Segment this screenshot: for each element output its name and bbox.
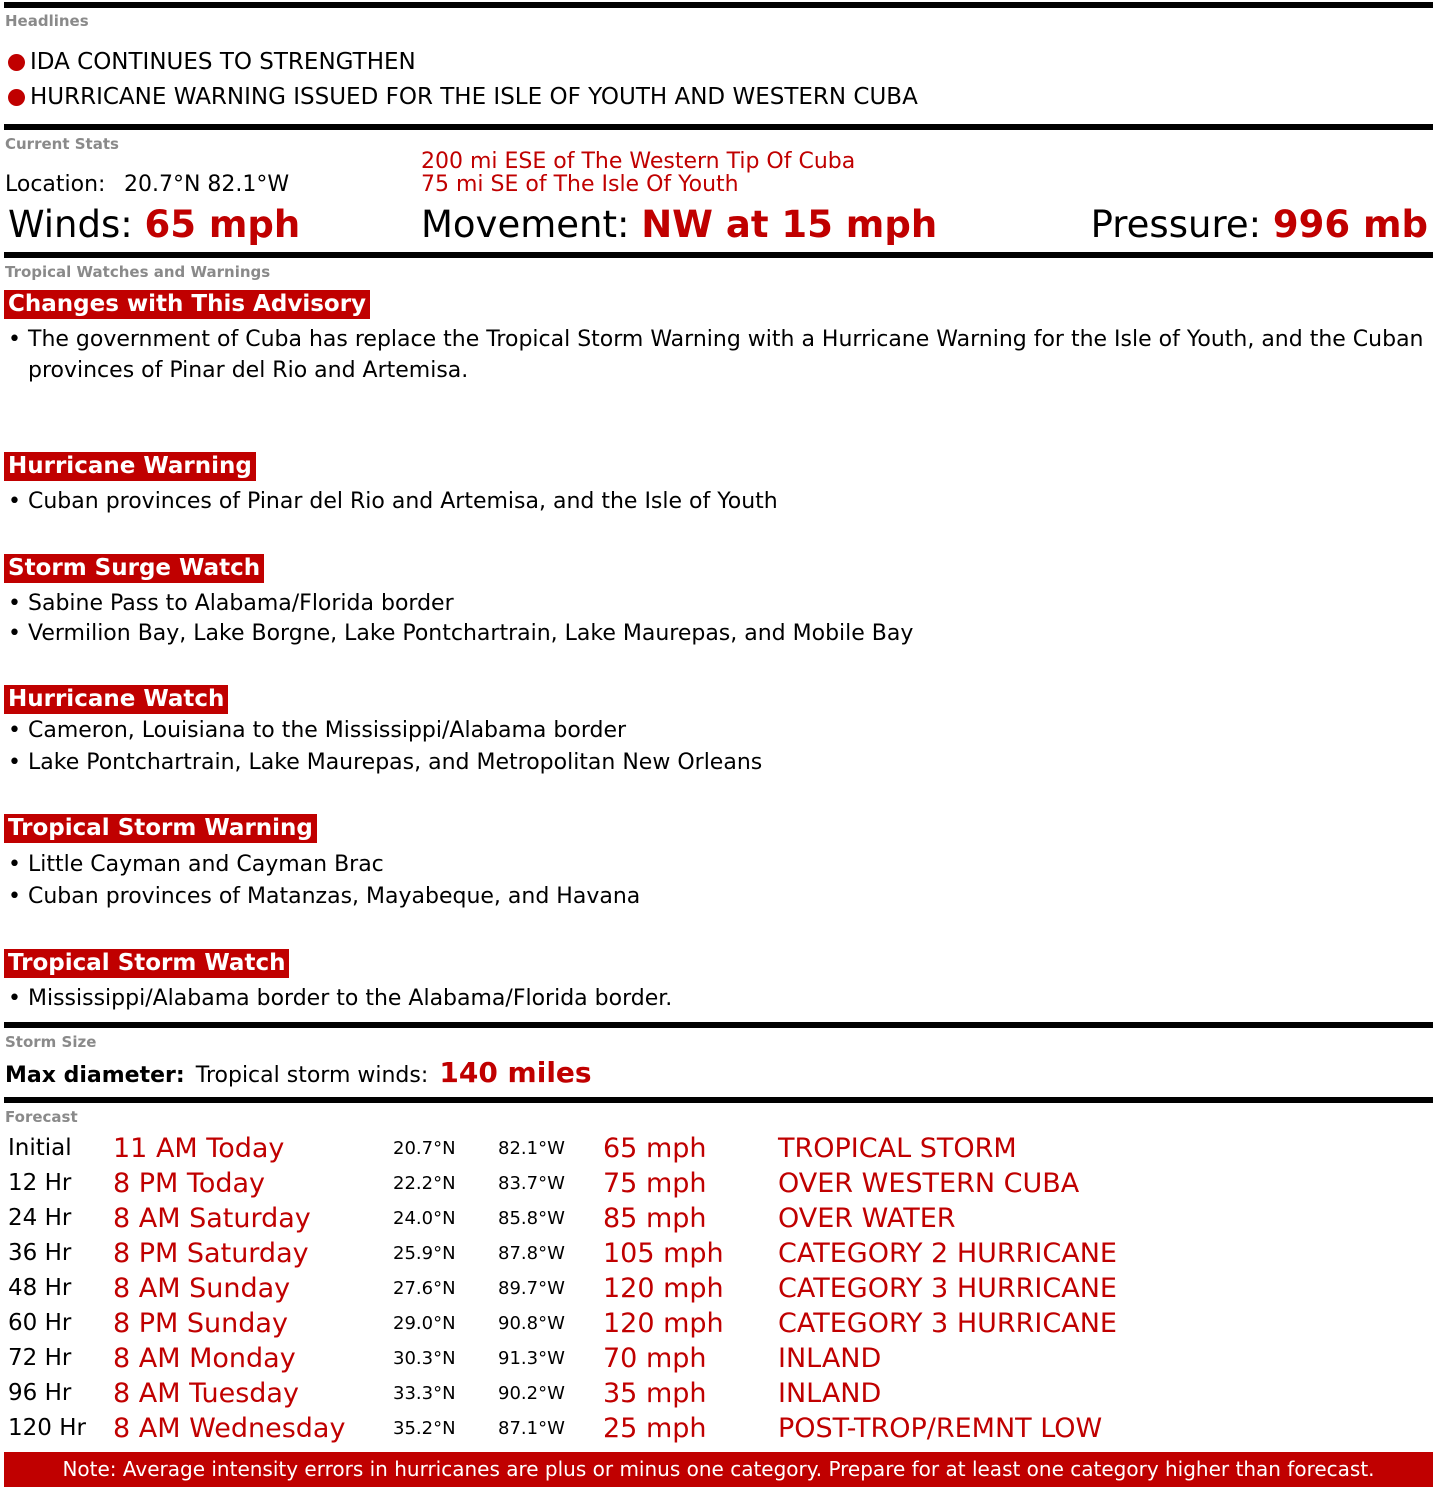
current-stats-label: Current Stats xyxy=(5,135,119,153)
warning-item: • The government of Cuba has replace the Tropical Storm Warning with a Hurricane Warning for the Isle of Youth, and the Cuban provinces of Pinar del Rio and Artemisa. xyxy=(8,324,1428,386)
forecast-row xyxy=(0,1341,1440,1376)
bullet-dot-icon xyxy=(8,54,25,71)
forecast-note: Note: Average intensity errors in hurricanes are plus or minus one category. Prepare for at least one category higher than forecast. xyxy=(4,1452,1433,1487)
forecast-time: 8 PM Today xyxy=(113,1168,266,1199)
winds-value: 65 mph xyxy=(144,203,301,246)
winds-stat xyxy=(8,203,300,247)
forecast-time: 11 AM Today xyxy=(113,1133,285,1164)
forecast-hour: 120 Hr xyxy=(8,1415,86,1441)
forecast-hour: 48 Hr xyxy=(8,1275,72,1301)
forecast-desc: CATEGORY 3 HURRICANE xyxy=(778,1273,1117,1304)
storm-size-line xyxy=(5,1056,592,1094)
headline-item xyxy=(8,82,918,112)
forecast-wind: 120 mph xyxy=(603,1273,724,1304)
forecast-lat: 22.2°N xyxy=(393,1173,456,1194)
headline-text: HURRICANE WARNING ISSUED FOR THE ISLE OF YOUTH AND WESTERN CUBA xyxy=(30,84,918,110)
forecast-rule xyxy=(4,1097,1433,1103)
forecast-desc: CATEGORY 2 HURRICANE xyxy=(778,1238,1117,1269)
tropical-storm-watch-badge: Tropical Storm Watch xyxy=(4,949,289,978)
ts-winds-value: 140 miles xyxy=(439,1056,592,1089)
headline-text: IDA CONTINUES TO STRENGTHEN xyxy=(30,49,416,75)
forecast-time: 8 PM Saturday xyxy=(113,1238,309,1269)
forecast-row xyxy=(0,1411,1440,1446)
distance-line-1: 200 mi ESE of The Western Tip Of Cuba xyxy=(421,149,856,174)
headline-item xyxy=(8,47,416,77)
warnings-rule xyxy=(4,252,1433,258)
warning-item: • Mississippi/Alabama border to the Alabama/Florida border. xyxy=(8,983,1428,1014)
storm-size-label: Storm Size xyxy=(5,1033,97,1051)
forecast-row xyxy=(0,1166,1440,1201)
forecast-lat: 24.0°N xyxy=(393,1208,456,1229)
forecast-hour: Initial xyxy=(8,1135,72,1161)
location-label: Location: xyxy=(5,172,106,197)
pressure-value: 996 mb xyxy=(1272,203,1428,246)
forecast-row xyxy=(0,1271,1440,1306)
forecast-lat: 35.2°N xyxy=(393,1418,456,1439)
forecast-desc: CATEGORY 3 HURRICANE xyxy=(778,1308,1117,1339)
pressure-stat xyxy=(1091,203,1428,247)
forecast-time: 8 AM Sunday xyxy=(113,1273,291,1304)
forecast-hour: 72 Hr xyxy=(8,1345,72,1371)
warning-item: • Cameron, Louisiana to the Mississippi/Alabama border xyxy=(8,715,1428,746)
bullet-dot-icon xyxy=(8,89,25,106)
forecast-time: 8 AM Saturday xyxy=(113,1203,311,1234)
forecast-wind: 85 mph xyxy=(603,1203,707,1234)
forecast-lat: 20.7°N xyxy=(393,1138,456,1159)
forecast-wind: 70 mph xyxy=(603,1343,707,1374)
forecast-lon: 89.7°W xyxy=(498,1278,565,1299)
forecast-lon: 82.1°W xyxy=(498,1138,565,1159)
forecast-row xyxy=(0,1201,1440,1236)
location-value: 20.7°N 82.1°W xyxy=(124,172,290,197)
warning-item: • Cuban provinces of Pinar del Rio and Artemisa, and the Isle of Youth xyxy=(8,486,1428,517)
forecast-time: 8 AM Tuesday xyxy=(113,1378,299,1409)
forecast-time: 8 PM Sunday xyxy=(113,1308,288,1339)
forecast-row xyxy=(0,1376,1440,1411)
headlines-label: Headlines xyxy=(5,12,89,30)
forecast-lon: 83.7°W xyxy=(498,1173,565,1194)
forecast-lon: 87.1°W xyxy=(498,1418,565,1439)
top-rule xyxy=(4,2,1433,8)
forecast-wind: 75 mph xyxy=(603,1168,707,1199)
forecast-hour: 24 Hr xyxy=(8,1205,72,1231)
forecast-time: 8 AM Wednesday xyxy=(113,1413,346,1444)
winds-label: Winds: xyxy=(8,203,133,246)
forecast-lat: 29.0°N xyxy=(393,1313,456,1334)
pressure-label: Pressure: xyxy=(1090,203,1262,246)
forecast-lon: 87.8°W xyxy=(498,1243,565,1264)
warning-item: • Cuban provinces of Matanzas, Mayabeque, and Havana xyxy=(8,881,1428,912)
changes-advisory-badge: Changes with This Advisory xyxy=(4,290,370,319)
forecast-desc: POST-TROP/REMNT LOW xyxy=(778,1413,1103,1444)
forecast-desc: INLAND xyxy=(778,1378,882,1409)
forecast-desc: OVER WATER xyxy=(778,1203,956,1234)
forecast-hour: 36 Hr xyxy=(8,1240,72,1266)
forecast-lon: 90.2°W xyxy=(498,1383,565,1404)
forecast-desc: INLAND xyxy=(778,1343,882,1374)
forecast-wind: 120 mph xyxy=(603,1308,724,1339)
forecast-lat: 33.3°N xyxy=(393,1383,456,1404)
forecast-row xyxy=(0,1306,1440,1341)
forecast-wind: 35 mph xyxy=(603,1378,707,1409)
warnings-label: Tropical Watches and Warnings xyxy=(5,263,271,281)
forecast-wind: 25 mph xyxy=(603,1413,707,1444)
hurricane-watch-badge: Hurricane Watch xyxy=(4,685,228,714)
movement-stat xyxy=(421,203,937,247)
forecast-hour: 12 Hr xyxy=(8,1170,72,1196)
forecast-lon: 91.3°W xyxy=(498,1348,565,1369)
forecast-desc: TROPICAL STORM xyxy=(778,1133,1017,1164)
forecast-lon: 85.8°W xyxy=(498,1208,565,1229)
forecast-row xyxy=(0,1131,1440,1166)
movement-label: Movement: xyxy=(421,203,630,246)
forecast-lat: 25.9°N xyxy=(393,1243,456,1264)
warning-item: • Vermilion Bay, Lake Borgne, Lake Pontchartrain, Lake Maurepas, and Mobile Bay xyxy=(8,618,1428,649)
forecast-label: Forecast xyxy=(5,1108,78,1126)
forecast-wind: 105 mph xyxy=(603,1238,724,1269)
current-stats-rule xyxy=(4,124,1433,130)
forecast-lon: 90.8°W xyxy=(498,1313,565,1334)
warning-item: • Lake Pontchartrain, Lake Maurepas, and Metropolitan New Orleans xyxy=(8,747,1428,778)
forecast-time: 8 AM Monday xyxy=(113,1343,296,1374)
max-diameter-label: Max diameter: xyxy=(5,1063,185,1088)
hurricane-warning-badge: Hurricane Warning xyxy=(4,452,256,481)
warning-item: • Little Cayman and Cayman Brac xyxy=(8,849,1428,880)
storm-size-rule xyxy=(4,1022,1433,1028)
forecast-hour: 96 Hr xyxy=(8,1380,72,1406)
distance-line-2: 75 mi SE of The Isle Of Youth xyxy=(421,172,739,197)
forecast-wind: 65 mph xyxy=(603,1133,707,1164)
movement-value: NW at 15 mph xyxy=(641,203,938,246)
forecast-lat: 30.3°N xyxy=(393,1348,456,1369)
forecast-hour: 60 Hr xyxy=(8,1310,72,1336)
tropical-storm-warning-badge: Tropical Storm Warning xyxy=(4,814,317,843)
forecast-lat: 27.6°N xyxy=(393,1278,456,1299)
storm-surge-watch-badge: Storm Surge Watch xyxy=(4,554,264,583)
forecast-desc: OVER WESTERN CUBA xyxy=(778,1168,1080,1199)
warning-item: • Sabine Pass to Alabama/Florida border xyxy=(8,588,1428,619)
forecast-row xyxy=(0,1236,1440,1271)
ts-winds-label: Tropical storm winds: xyxy=(195,1063,429,1088)
